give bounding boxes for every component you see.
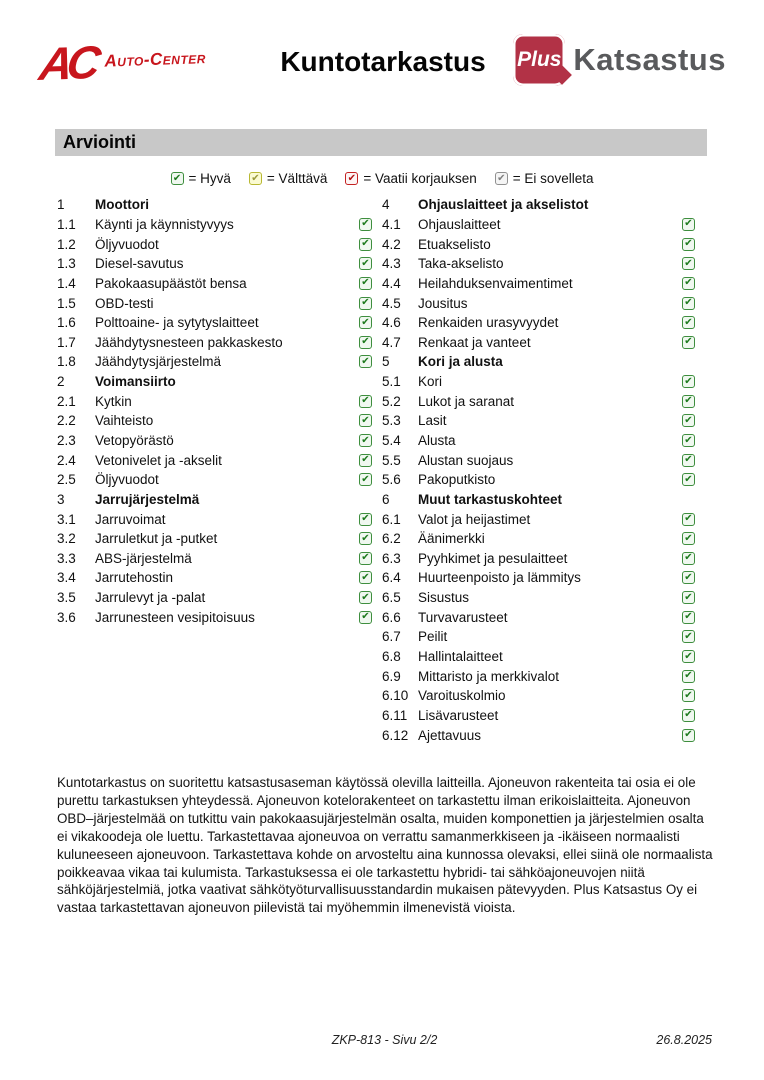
item-label: Sisustus	[418, 590, 470, 606]
item-label: Lukot ja saranat	[418, 393, 515, 409]
katsastus-logo-text: Katsastus	[573, 42, 726, 77]
checklist-row	[57, 470, 372, 490]
legend-item	[345, 171, 476, 186]
checkbox-good-icon: ✔	[682, 630, 695, 643]
item-number: 5.1	[382, 374, 401, 390]
checkbox-good-icon: ✔	[682, 591, 695, 604]
item-label: Jäähdytysjärjestelmä	[95, 354, 222, 370]
item-label: Kori	[418, 374, 443, 390]
item-label: Alustan suojaus	[418, 452, 514, 468]
item-label: Taka-akselisto	[418, 256, 504, 272]
item-number: 6.5	[382, 590, 401, 606]
checklist-row	[382, 568, 695, 588]
checklist-row	[57, 549, 372, 569]
checklist-row	[382, 725, 695, 745]
checkbox-good-icon: ✔	[359, 277, 372, 290]
checkbox-good-icon: ✔	[682, 454, 695, 467]
item-number: 2.4	[57, 452, 76, 468]
checklist-row	[57, 529, 372, 549]
item-label: Voimansiirto	[95, 374, 176, 390]
item-label: Vetonivelet ja -akselit	[95, 452, 222, 468]
checklist-row	[382, 431, 695, 451]
item-number: 5.2	[382, 393, 401, 409]
item-number: 6.12	[382, 727, 409, 743]
item-number: 3.6	[57, 609, 76, 625]
legend	[57, 171, 707, 186]
checklist-row	[57, 391, 372, 411]
plus-badge-label: Plus	[517, 48, 562, 71]
item-label: Renkaiden urasyvyydet	[418, 315, 559, 331]
checklist-row	[57, 293, 372, 313]
checklist-row	[382, 372, 695, 392]
item-label: Jäähdytysnesteen pakkaskesto	[95, 334, 283, 350]
checklist-row	[382, 588, 695, 608]
checkbox-good-icon: ✔	[359, 336, 372, 349]
item-label: Jarrutehostin	[95, 570, 174, 586]
auto-center-logo-mark: AC	[36, 35, 99, 91]
item-number: 3.4	[57, 570, 76, 586]
item-label: Hallintalaitteet	[418, 649, 503, 665]
checkbox-good-icon: ✔	[359, 473, 372, 486]
checklist-row	[382, 332, 695, 352]
checkbox-good-icon: ✔	[682, 611, 695, 624]
item-label: Moottori	[95, 197, 149, 213]
item-number: 6.9	[382, 668, 401, 684]
checkbox-na-icon: ✔	[495, 172, 508, 185]
checklist-row	[382, 234, 695, 254]
item-number: 2	[57, 374, 65, 390]
checklist-row	[382, 313, 695, 333]
item-number: 6.3	[382, 550, 401, 566]
report-header	[36, 34, 726, 96]
checklist-row	[57, 274, 372, 294]
checklist-section-row	[382, 352, 695, 372]
checklist-row	[57, 509, 372, 529]
checklist-row	[382, 647, 695, 667]
checklist-section-row	[382, 195, 695, 215]
item-label: Ohjauslaitteet	[418, 216, 501, 232]
item-label: Äänimerkki	[418, 531, 485, 547]
checkbox-good-icon: ✔	[359, 395, 372, 408]
item-label: Jarrulevyt ja -palat	[95, 590, 206, 606]
checkbox-good-icon: ✔	[682, 571, 695, 584]
item-label: Ohjauslaitteet ja akselistot	[418, 197, 589, 213]
item-label: Jarrunesteen vesipitoisuus	[95, 609, 255, 625]
item-label: Ajettavuus	[418, 727, 482, 743]
item-label: Mittaristo ja merkkivalot	[418, 668, 560, 684]
item-label: Jarrujärjestelmä	[95, 491, 200, 507]
checklist-section-row	[57, 195, 372, 215]
checklist-row	[57, 588, 372, 608]
item-label: Kytkin	[95, 393, 132, 409]
checklist-row	[382, 293, 695, 313]
checklist-row	[57, 450, 372, 470]
checkbox-fair-icon: ✔	[249, 172, 262, 185]
checklist-row	[57, 411, 372, 431]
item-number: 6.11	[382, 707, 408, 723]
checklist-row	[382, 470, 695, 490]
checklist-row	[382, 686, 695, 706]
item-label: Etuakselisto	[418, 236, 491, 252]
section-bar-arviointi	[55, 129, 707, 156]
auto-center-logo-name: Auto-Center	[104, 48, 207, 71]
item-number: 2.5	[57, 472, 76, 488]
item-label: Lasit	[418, 413, 447, 429]
item-number: 6	[382, 491, 390, 507]
item-label: Käynti ja käynnistyvyys	[95, 216, 234, 232]
checkbox-good-icon: ✔	[682, 670, 695, 683]
item-number: 3.2	[57, 531, 76, 547]
checklist-row	[57, 254, 372, 274]
item-label: Öljyvuodot	[95, 472, 159, 488]
item-label: OBD-testi	[95, 295, 154, 311]
checkbox-good-icon: ✔	[359, 552, 372, 565]
checkbox-repair-icon: ✔	[345, 172, 358, 185]
item-number: 3	[57, 491, 65, 507]
item-number: 2.2	[57, 413, 76, 429]
checkbox-good-icon: ✔	[359, 532, 372, 545]
checkbox-good-icon: ✔	[682, 650, 695, 663]
checkbox-good-icon: ✔	[359, 297, 372, 310]
checkbox-good-icon: ✔	[682, 277, 695, 290]
item-label: Pakoputkisto	[418, 472, 496, 488]
checkbox-good-icon: ✔	[682, 552, 695, 565]
checkbox-good-icon: ✔	[359, 454, 372, 467]
item-number: 1.1	[57, 216, 76, 232]
checkbox-good-icon: ✔	[359, 257, 372, 270]
page-footer	[57, 1033, 712, 1047]
item-label: Valot ja heijastimet	[418, 511, 531, 527]
checklist-row	[57, 607, 372, 627]
checkbox-good-icon: ✔	[359, 414, 372, 427]
checklist-row	[57, 431, 372, 451]
checklist-row	[382, 549, 695, 569]
item-number: 4	[382, 197, 390, 213]
footer-plate-page: ZKP-813 - Sivu 2/2	[331, 1033, 438, 1047]
checklist-row	[382, 529, 695, 549]
checkbox-good-icon: ✔	[682, 473, 695, 486]
checkbox-good-icon: ✔	[359, 355, 372, 368]
item-number: 4.6	[382, 315, 401, 331]
checklist-section-row	[57, 490, 372, 510]
legend-label: = Vaatii korjauksen	[363, 171, 477, 186]
checkbox-good-icon: ✔	[682, 513, 695, 526]
checklist-row	[382, 254, 695, 274]
legend-label: = Hyvä	[188, 171, 231, 186]
item-label: Pakokaasupäästöt bensa	[95, 275, 247, 291]
item-number: 1.5	[57, 295, 76, 311]
checkbox-good-icon: ✔	[359, 316, 372, 329]
legend-item	[495, 171, 594, 186]
checklist-column-right	[382, 195, 695, 745]
checklist-row	[57, 568, 372, 588]
item-label: Kori ja alusta	[418, 354, 503, 370]
item-number: 4.5	[382, 295, 401, 311]
checklist-row	[382, 215, 695, 235]
item-number: 6.7	[382, 629, 401, 645]
checkbox-good-icon: ✔	[682, 238, 695, 251]
checkbox-good-icon: ✔	[682, 336, 695, 349]
checkbox-good-icon: ✔	[682, 689, 695, 702]
checklist-row	[57, 215, 372, 235]
checklist-section-row	[382, 490, 695, 510]
checkbox-good-icon: ✔	[682, 709, 695, 722]
checkbox-good-icon: ✔	[682, 257, 695, 270]
checkbox-good-icon: ✔	[682, 218, 695, 231]
item-label: Lisävarusteet	[418, 707, 499, 723]
footer-date: 26.8.2025	[656, 1033, 712, 1047]
plus-katsastus-logo	[513, 34, 726, 86]
item-number: 1.8	[57, 354, 76, 370]
item-label: Heilahduksenvaimentimet	[418, 275, 573, 291]
plus-badge-icon	[513, 34, 565, 86]
item-label: Varoituskolmio	[418, 688, 506, 704]
legend-item	[171, 171, 231, 186]
item-label: Jarruvoimat	[95, 511, 166, 527]
item-label: Jarruletkut ja -putket	[95, 531, 218, 547]
checklist-row	[382, 627, 695, 647]
checkbox-good-icon: ✔	[682, 729, 695, 742]
checklist-row	[382, 391, 695, 411]
checklist-row	[57, 313, 372, 333]
checklist-column-left	[57, 195, 372, 627]
item-label: Renkaat ja vanteet	[418, 334, 531, 350]
item-label: Turvavarusteet	[418, 609, 508, 625]
item-number: 1.4	[57, 275, 76, 291]
item-number: 5	[382, 354, 390, 370]
item-number: 1.6	[57, 315, 76, 331]
item-label: Huurteenpoisto ja lämmitys	[418, 570, 581, 586]
item-number: 1.3	[57, 256, 76, 272]
item-number: 4.7	[382, 334, 401, 350]
checklist-row	[382, 607, 695, 627]
item-number: 5.4	[382, 433, 401, 448]
checklist-row	[57, 332, 372, 352]
item-label: Vetopyörästö	[95, 433, 174, 448]
item-number: 2.1	[57, 393, 76, 409]
page-title: Kuntotarkastus	[280, 46, 486, 77]
item-label: Alusta	[418, 433, 456, 448]
item-number: 6.1	[382, 511, 401, 527]
checkbox-good-icon: ✔	[682, 532, 695, 545]
checklist-row	[382, 706, 695, 726]
checkbox-good-icon: ✔	[682, 316, 695, 329]
checkbox-good-icon: ✔	[359, 611, 372, 624]
item-number: 4.3	[382, 256, 401, 272]
legend-label: = Välttävä	[266, 171, 328, 186]
item-number: 6.8	[382, 649, 401, 665]
checkbox-good-icon: ✔	[359, 571, 372, 584]
item-number: 1	[57, 197, 65, 213]
legend-label: = Ei sovelleta	[512, 171, 594, 186]
checklist-row	[382, 450, 695, 470]
checkbox-good-icon: ✔	[682, 414, 695, 427]
item-label: Pyyhkimet ja pesulaitteet	[418, 550, 568, 566]
item-number: 1.2	[57, 236, 76, 252]
item-label: Muut tarkastuskohteet	[418, 491, 563, 507]
checkbox-good-icon: ✔	[359, 513, 372, 526]
checkbox-good-icon: ✔	[171, 172, 184, 185]
item-label: Polttoaine- ja sytytyslaitteet	[95, 315, 259, 331]
item-number: 3.3	[57, 550, 76, 566]
item-label: Peilit	[418, 629, 448, 645]
item-number: 4.2	[382, 236, 401, 252]
checklist-row	[57, 352, 372, 372]
item-number: 5.6	[382, 472, 401, 488]
item-number: 5.5	[382, 452, 401, 468]
checkbox-good-icon: ✔	[682, 395, 695, 408]
item-number: 3.1	[57, 511, 76, 527]
item-label: Diesel-savutus	[95, 256, 184, 272]
checklist-row	[382, 509, 695, 529]
section-bar-title: Arviointi	[63, 132, 137, 152]
item-label: Jousitus	[418, 295, 468, 311]
checkbox-good-icon: ✔	[682, 297, 695, 310]
item-number: 3.5	[57, 590, 76, 606]
checkbox-good-icon: ✔	[682, 434, 695, 447]
checklist-row	[382, 411, 695, 431]
item-number: 4.4	[382, 275, 401, 291]
checklist-row	[382, 274, 695, 294]
checkbox-good-icon: ✔	[359, 591, 372, 604]
checklist-section-row	[57, 372, 372, 392]
item-number: 1.7	[57, 334, 76, 350]
item-number: 6.10	[382, 688, 409, 704]
legend-item	[249, 171, 327, 186]
checkbox-good-icon: ✔	[359, 238, 372, 251]
item-number: 6.4	[382, 570, 401, 586]
checkbox-good-icon: ✔	[682, 375, 695, 388]
item-number: 2.3	[57, 433, 76, 448]
item-number: 5.3	[382, 413, 401, 429]
checkbox-good-icon: ✔	[359, 218, 372, 231]
item-label: Vaihteisto	[95, 413, 154, 429]
checkbox-good-icon: ✔	[359, 434, 372, 447]
item-number: 6.6	[382, 609, 401, 625]
checklist-row	[57, 234, 372, 254]
item-number: 6.2	[382, 531, 401, 547]
disclaimer-text: Kuntotarkastus on suoritettu katsastusaseman käytössä olevilla laitteilla. Ajoneuvon rakenteita tai osia ei ole purettu tarkastuksen yhteydessä. Ajoneuvon kotelorakenteet on tarkastettu ilman erikoislaitteita. Ajoneuvon OBD–järjestelmää on tutkittu vain pakokaasujärjestelmän osalta, muiden komponettien ja järjestelmien osalta ei vikakoodeja ole luettu. Tarkastettavaa ajoneuvoa on verrattu samanmerkkiseen ja -ikäiseen normaalisti kuluneeseen ajoneuvoon. Tarkastettava kohde on arvosteltu aina kunnossa olevaksi, ellei siinä ole normaalista poikkeavaa vikaa tai kulumista. Tarkastuksessa ei ole tarkastettu hybridi- tai sähköajoneuvojen niitä sähköjärjestelmiä, jotka vaativat sähkötyöturvallisuusstandardin mukaisen pätevyyden. Plus Katsastus Oy ei vastaa tarkastettavan ajoneuvon piilevistä tai myöhemmin ilmenevistä vioista.	[57, 775, 713, 916]
checklist-row	[382, 666, 695, 686]
item-label: ABS-järjestelmä	[95, 550, 192, 566]
item-label: Öljyvuodot	[95, 236, 159, 252]
item-number: 4.1	[382, 216, 401, 232]
